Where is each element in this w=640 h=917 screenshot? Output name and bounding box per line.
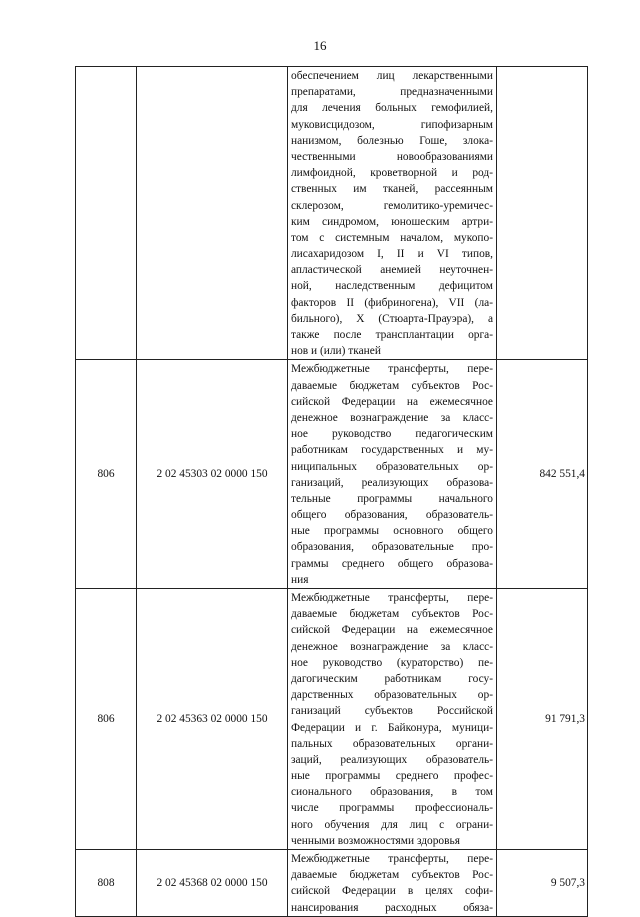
- name-text-line: сионального образования, в том: [291, 786, 493, 799]
- revenue-code-cell: 2 02 45303 02 0000 150: [137, 360, 288, 589]
- name-text-line: образования, образовательные про-: [291, 541, 493, 554]
- name-text-line: чественными новообразованиями: [291, 150, 493, 163]
- name-text-line: лимфоидной, кроветворной и род-: [291, 167, 493, 180]
- table-body: [76, 67, 588, 917]
- name-text-line: нансирования расходных обяза-: [291, 901, 493, 914]
- amount-cell: [497, 67, 588, 360]
- admin-code-cell: [76, 67, 137, 360]
- name-text-line: бильного), X (Стюарта-Прауэра), а: [291, 312, 493, 325]
- name-text-line: также после трансплантации орга-: [291, 329, 493, 341]
- name-text-line: ного обучения для лиц с ограни-: [291, 818, 493, 831]
- revenue-code-cell: 2 02 45368 02 0000 150: [137, 850, 288, 917]
- revenue-code-cell: [137, 67, 288, 360]
- table-row: [76, 589, 588, 850]
- admin-code-cell: 806: [76, 360, 137, 589]
- admin-code-cell: 806: [76, 589, 137, 850]
- name-text-line: препаратами, предназначенными: [291, 86, 493, 99]
- name-text-line: денежное вознаграждение за класс-: [291, 640, 493, 653]
- name-text-line: склерозом, гемолитико-уремичес-: [291, 199, 493, 212]
- name-text-line: ганизаций субъектов Российской: [291, 705, 493, 718]
- name-text-line: факторов II (фибриногена), VII (ла-: [291, 296, 493, 309]
- name-text-line: лисахаридозом I, II и VI типов,: [291, 248, 493, 261]
- name-text-line: дагогическим работникам госу-: [291, 672, 493, 685]
- name-text-line: ким синдромом, юношеским артри-: [291, 215, 493, 228]
- name-text-line: работникам государственных и му-: [291, 444, 493, 457]
- amount-cell: 91 791,3: [497, 589, 588, 850]
- name-text-line: денежное вознаграждение за класс-: [291, 411, 493, 424]
- name-text-line: ное руководство педагогическим: [291, 428, 493, 441]
- name-text-line: ченными возможностями здоровья: [291, 834, 460, 847]
- name-text-line: пальных образовательных органи-: [291, 737, 493, 750]
- name-text-line: нов и (или) тканей: [291, 345, 381, 358]
- name-text-line: ной, наследственным дефицитом: [291, 280, 493, 293]
- name-text-line: ное руководство (кураторство) пе-: [291, 656, 493, 669]
- name-text-line: даваемые бюджетам субъектов Рос-: [291, 608, 493, 621]
- name-text-line: Федерации и г. Байконура, муници-: [291, 721, 493, 734]
- amount-cell: 9 507,3: [497, 850, 588, 917]
- name-text-line: сийской Федерации на ежемесячное: [291, 395, 493, 408]
- revenue-name-cell: [288, 360, 497, 589]
- budget-table: [75, 66, 588, 917]
- name-text-line: Межбюджетные трансферты, пере-: [291, 363, 493, 376]
- name-text-line: Межбюджетные трансферты, пере-: [291, 592, 493, 604]
- name-text-line: ниципальных образовательных ор-: [291, 460, 493, 473]
- name-text-line: числе программы профессиональ-: [291, 802, 493, 815]
- name-text-line: сийской Федерации в целях софи-: [291, 885, 493, 898]
- name-text-line: тельные программы начального: [291, 492, 493, 505]
- revenue-code-cell: 2 02 45363 02 0000 150: [137, 589, 288, 850]
- name-text-line: обеспечением лиц лекарственными: [291, 70, 493, 82]
- name-text-line: апластической анемией неуточнен-: [291, 264, 493, 277]
- name-text-line: заций, реализующих образователь-: [291, 753, 493, 766]
- name-text-line: граммы среднего общего образова-: [291, 557, 493, 570]
- name-text-line: Межбюджетные трансферты, пере-: [291, 853, 493, 865]
- name-text-line: даваемые бюджетам субъектов Рос-: [291, 379, 493, 392]
- name-text-line: сийской Федерации на ежемесячное: [291, 624, 493, 637]
- name-text-line: для лечения больных гемофилией,: [291, 102, 493, 115]
- admin-code-cell: 808: [76, 850, 137, 917]
- name-text-line: дарственных образовательных ор-: [291, 689, 493, 702]
- name-text-line: муковисцидозом, гипофизарным: [291, 118, 493, 131]
- name-text-line: ные программы среднего профес-: [291, 770, 493, 783]
- revenue-name-cell: [288, 589, 497, 850]
- name-text-line: общего образования, образователь-: [291, 509, 493, 522]
- table-row: [76, 67, 588, 360]
- revenue-name-cell: [288, 67, 497, 360]
- table-row: [76, 360, 588, 589]
- name-text-line: том с системным началом, мукопо-: [291, 231, 493, 244]
- name-text-line: ственных им тканей, рассеянным: [291, 183, 493, 196]
- name-text-line: даваемые бюджетам субъектов Рос-: [291, 869, 493, 882]
- revenue-name-cell: [288, 850, 497, 917]
- page-number: 16: [313, 38, 327, 53]
- name-text-line: нанизмом, болезнью Гоше, злока-: [291, 134, 493, 147]
- amount-cell: 842 551,4: [497, 360, 588, 589]
- table-row: [76, 850, 588, 917]
- name-text-line: ные программы основного общего: [291, 525, 493, 538]
- name-text-line: ния: [291, 573, 309, 586]
- name-text-line: ганизаций, реализующих образова-: [291, 476, 493, 489]
